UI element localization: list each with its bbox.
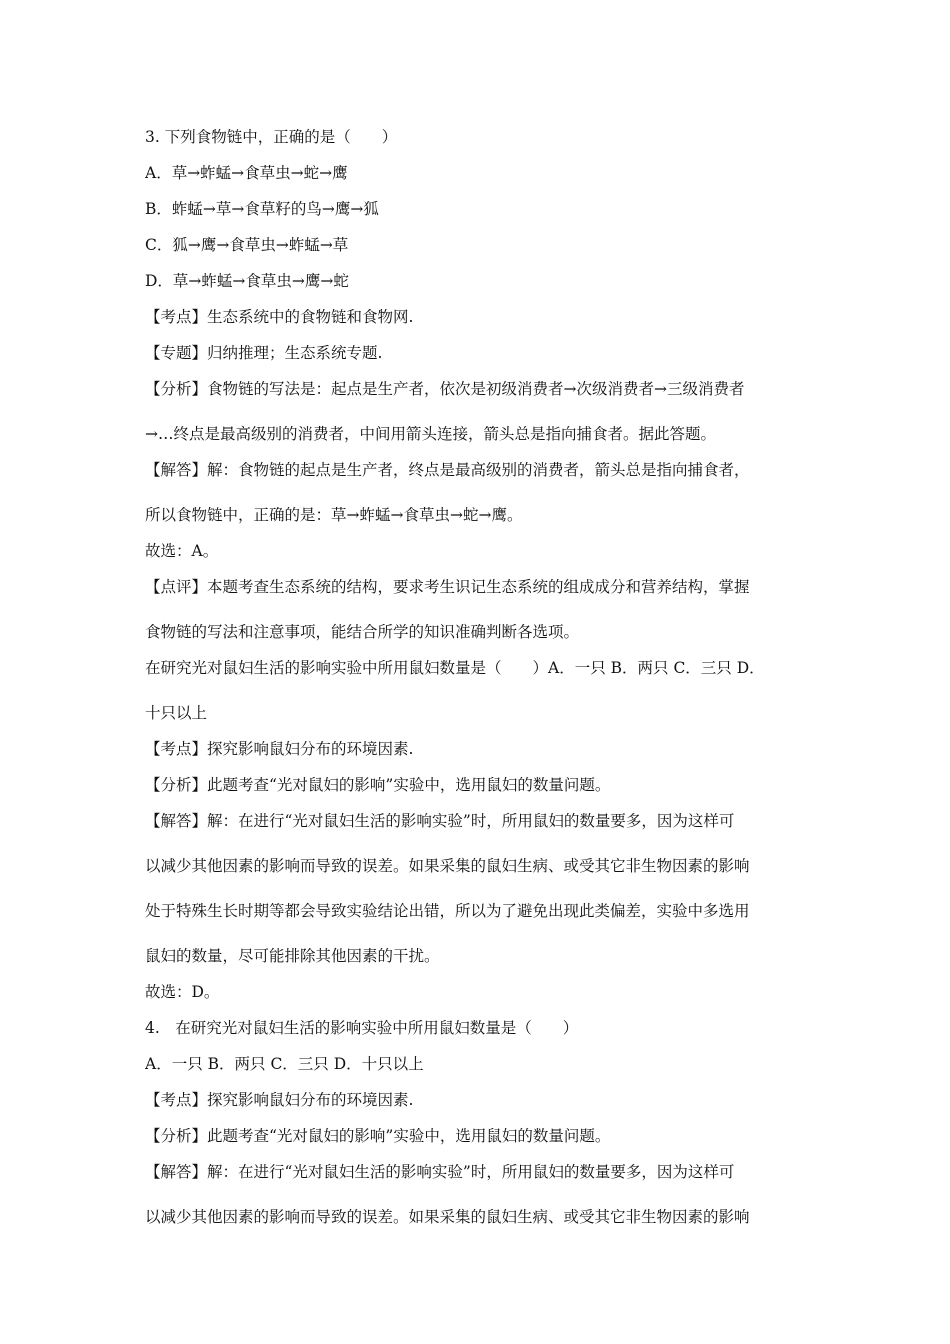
question-3-stem: 3. 下列食物链中，正确的是（ ） (145, 128, 398, 146)
question-text-line-2: 十只以上 (145, 704, 208, 722)
fenxi-line-2: →…终点是最高级别的消费者，中间用箭头连接，箭头总是指向捕食者。据此答题。 (145, 425, 716, 443)
fenxi-3: 【分析】此题考查“光对鼠妇的影响”实验中，选用鼠妇的数量问题。 (145, 1127, 611, 1145)
answer-d: 故选：D。 (145, 983, 220, 1001)
jieda-line-2: 所以食物链中，正确的是：草→蚱蜢→食草虫→蛇→鹰。 (145, 506, 523, 524)
zhuanti: 【专题】归纳推理；生态系统专题. (145, 344, 383, 362)
kaodian-2: 【考点】探究影响鼠妇分布的环境因素. (145, 740, 414, 758)
fenxi-line-1: 【分析】食物链的写法是：起点是生产者，依次是初级消费者→次级消费者→三级消费者 (145, 380, 745, 398)
option-a: A．草→蚱蜢→食草虫→蛇→鹰 (145, 164, 348, 182)
question-text-line-1: 在研究光对鼠妇生活的影响实验中所用鼠妇数量是（ ）A．一只 B．两只 C．三只 D． (145, 659, 765, 677)
option-b: B．蚱蜢→草→食草籽的鸟→鹰→狐 (145, 200, 379, 218)
question-4-options: A．一只 B．两只 C．三只 D．十只以上 (145, 1055, 424, 1073)
option-c: C．狐→鹰→食草虫→蚱蜢→草 (145, 236, 349, 254)
kaodian-3: 【考点】探究影响鼠妇分布的环境因素. (145, 1091, 414, 1109)
document-page (145, 126, 815, 1228)
kaodian: 【考点】生态系统中的食物链和食物网. (145, 308, 414, 326)
question-4-stem: 4. 在研究光对鼠妇生活的影响实验中所用鼠妇数量是（ ） (145, 1019, 579, 1037)
jieda-2-line-2: 以减少其他因素的影响而导致的误差。如果采集的鼠妇生病、或受其它非生物因素的影响 (145, 857, 750, 875)
fenxi-2: 【分析】此题考查“光对鼠妇的影响”实验中，选用鼠妇的数量问题。 (145, 776, 611, 794)
option-d: D．草→蚱蜢→食草虫→鹰→蛇 (145, 272, 349, 290)
jieda-2-line-4: 鼠妇的数量，尽可能排除其他因素的干扰。 (145, 947, 440, 965)
dianping-line-1: 【点评】本题考查生态系统的结构，要求考生识记生态系统的组成成分和营养结构，掌握 (145, 578, 750, 596)
jieda-line-1: 【解答】解：食物链的起点是生产者，终点是最高级别的消费者，箭头总是指向捕食者， (145, 461, 750, 479)
jieda-2-line-1: 【解答】解：在进行“光对鼠妇生活的影响实验”时，所用鼠妇的数量要多，因为这样可 (145, 812, 735, 830)
jieda-2-line-3: 处于特殊生长时期等都会导致实验结论出错，所以为了避免出现此类偏差，实验中多选用 (145, 902, 750, 920)
jieda-3-line-1: 【解答】解：在进行“光对鼠妇生活的影响实验”时，所用鼠妇的数量要多，因为这样可 (145, 1163, 735, 1181)
dianping-line-2: 食物链的写法和注意事项，能结合所学的知识准确判断各选项。 (145, 623, 580, 641)
jieda-3-line-2: 以减少其他因素的影响而导致的误差。如果采集的鼠妇生病、或受其它非生物因素的影响 (145, 1208, 750, 1226)
answer-a: 故选：A。 (145, 542, 219, 560)
